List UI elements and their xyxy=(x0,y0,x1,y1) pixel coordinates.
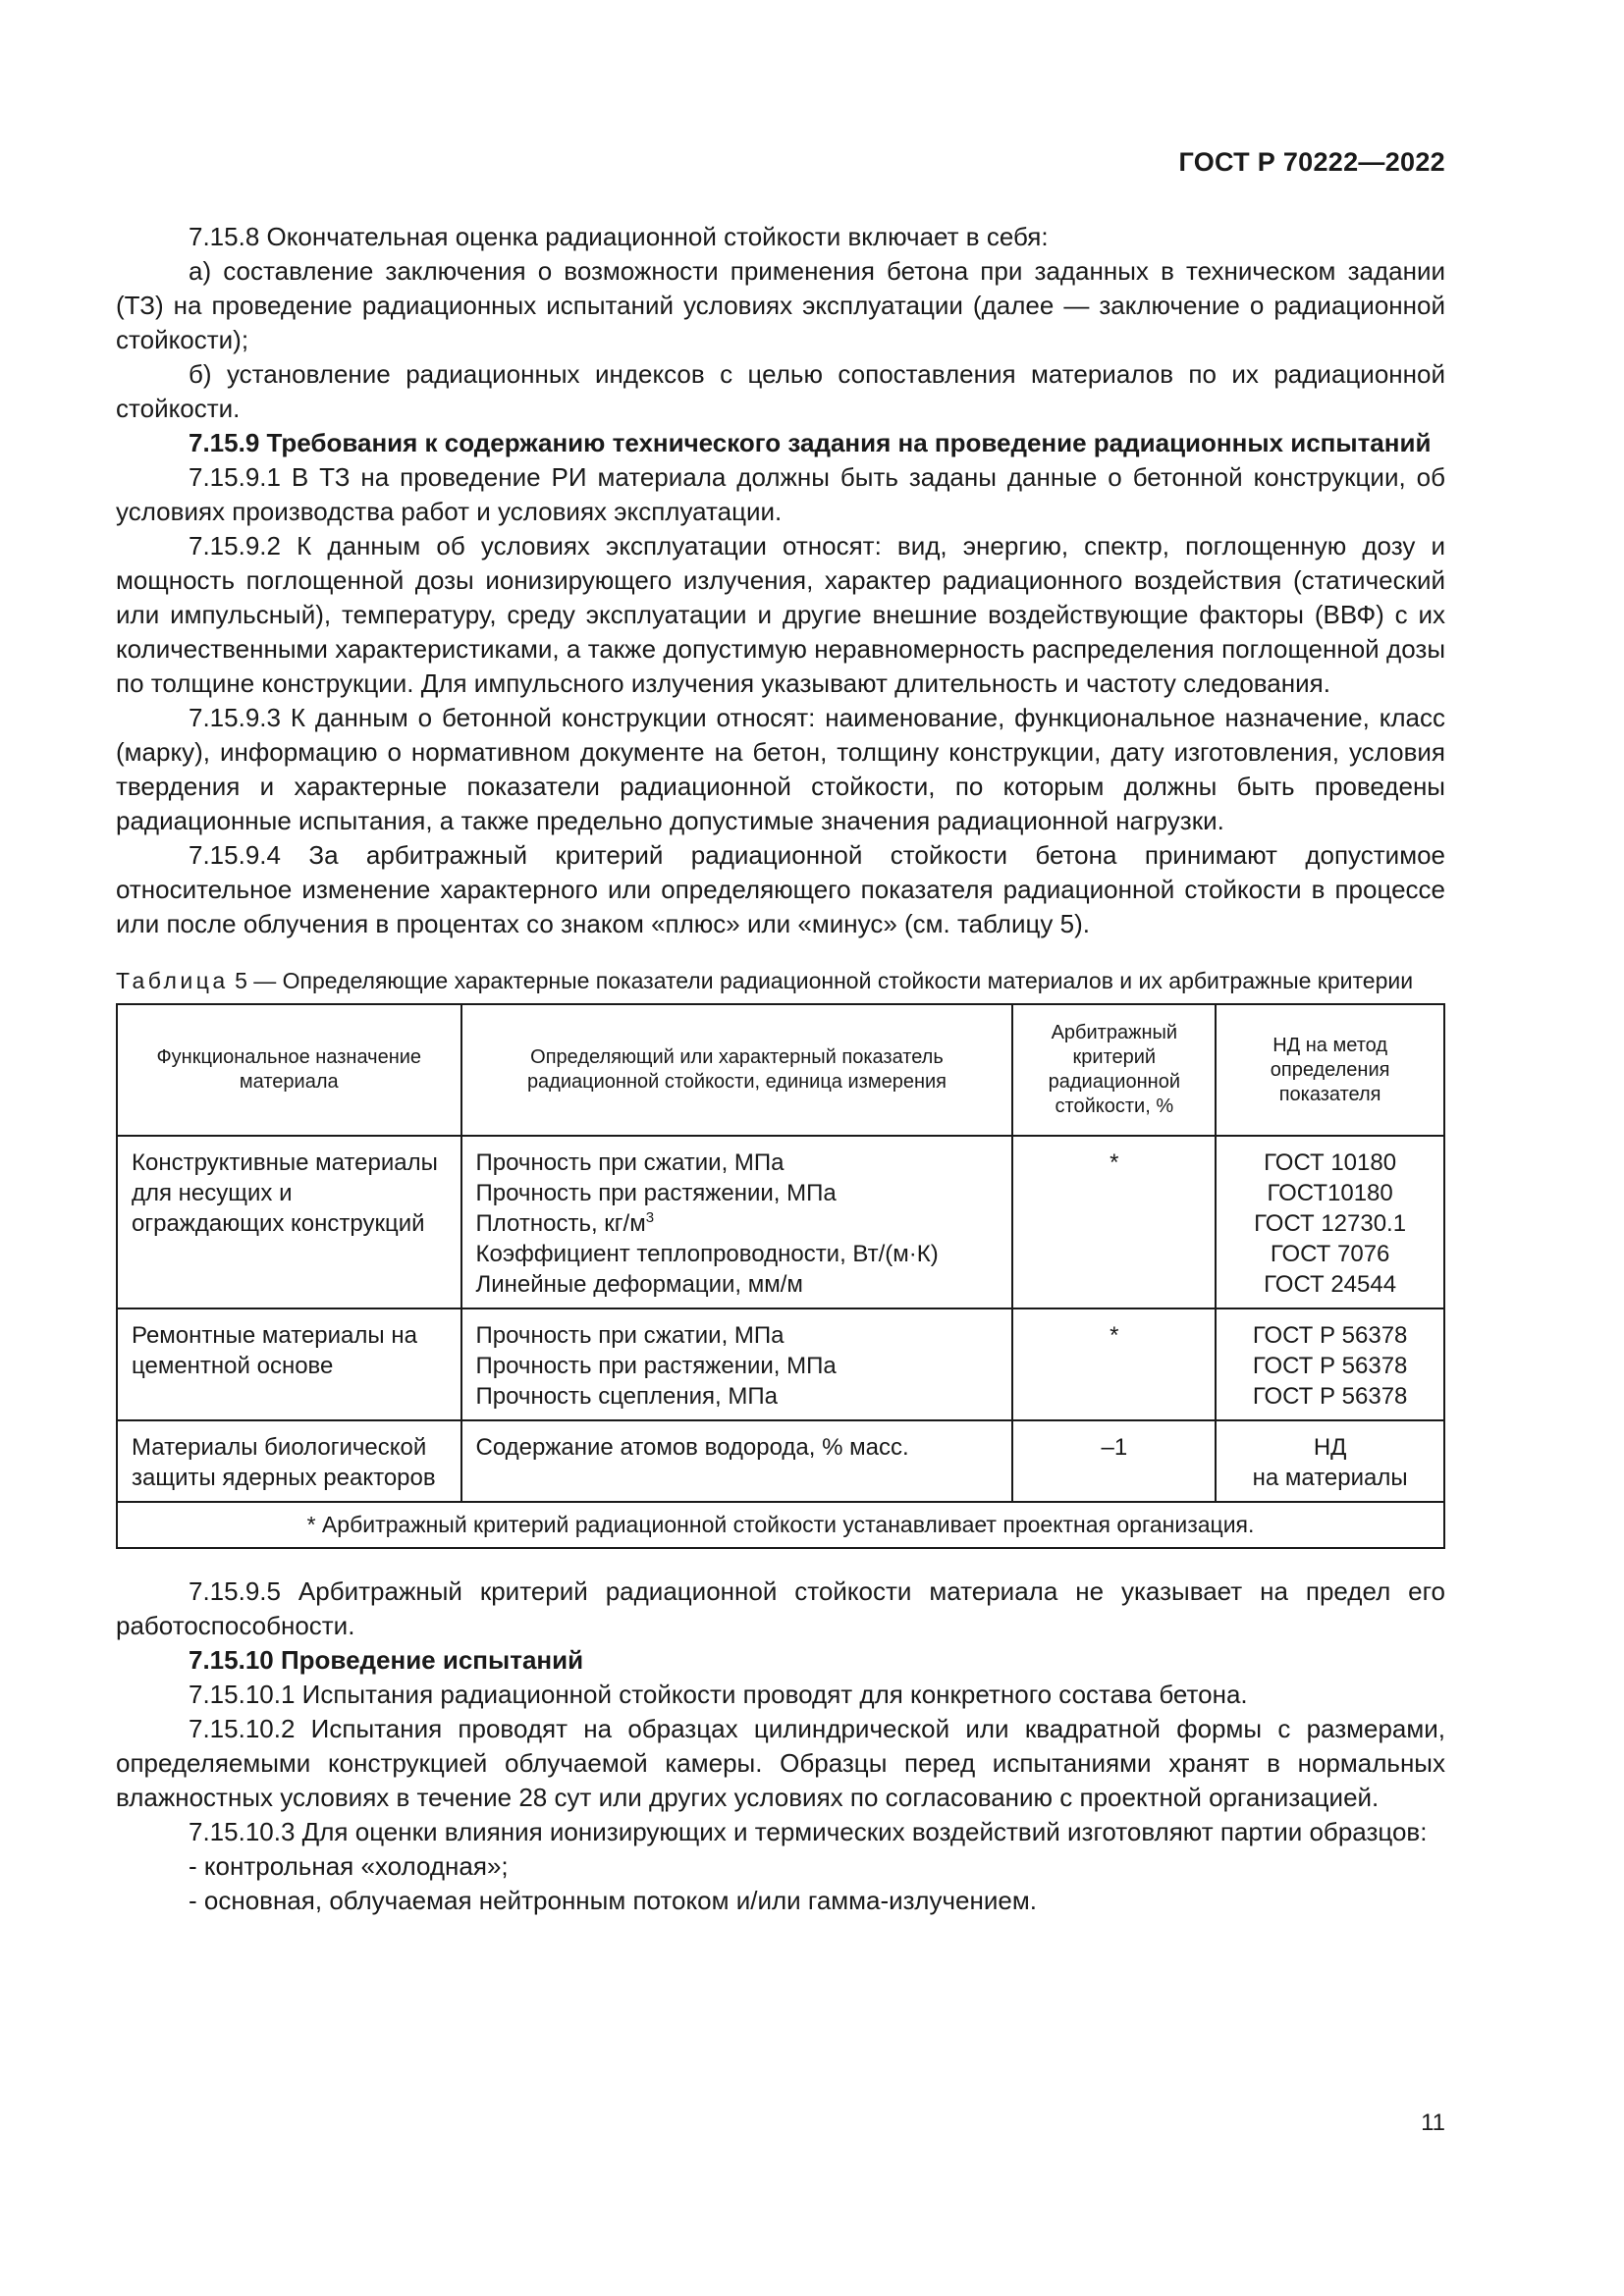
method: ГОСТ Р 56378 xyxy=(1252,1353,1408,1379)
table-row xyxy=(117,1136,1444,1308)
paragraph: 7.15.10.2 Испытания проводят на образцах цилиндрической или квадратной формы с размерами, определяемыми конструкцией облучаемой камеры. Образцы перед испытаниями хранят в нормальных влажностных условиях в течение 28 сут или других условиях по согласованию с проектной организацией. xyxy=(116,1714,1445,1812)
paragraph: 7.15.10.3 Для оценки влияния ионизирующих и термических воздействий изготовляют партии образцов: xyxy=(189,1817,1428,1846)
table-footnote: * Арбитражный критерий радиационной стойкости устанавливает проектная организация. xyxy=(117,1502,1444,1548)
method: ГОСТ Р 56378 xyxy=(1252,1322,1408,1349)
indicator: Прочность при растяжении, МПа xyxy=(475,1180,837,1206)
indicator: Содержание атомов водорода, % масс. xyxy=(475,1434,909,1461)
method: на материалы xyxy=(1252,1465,1408,1491)
cell-criterion: –1 xyxy=(1012,1420,1216,1502)
paragraph: 7.15.9.5 Арбитражный критерий радиационной стойкости материала не указывает на предел его работоспособности. xyxy=(116,1576,1445,1640)
indicator: Прочность при сжатии, МПа xyxy=(475,1322,785,1349)
table-row xyxy=(117,1308,1444,1420)
table-caption-label: Таблица xyxy=(116,968,229,993)
cell-indicators xyxy=(461,1420,1013,1502)
indicator: Прочность сцепления, МПа xyxy=(475,1383,778,1410)
page-number: 11 xyxy=(1421,2109,1445,2136)
document-code: ГОСТ Р 70222—2022 xyxy=(1178,147,1445,177)
table-footnote-row xyxy=(117,1502,1444,1548)
method: ГОСТ 7076 xyxy=(1270,1241,1390,1267)
paragraph: 7.15.9.2 К данным об условиях эксплуатации относят: вид, энергию, спектр, поглощенную дозу и мощность поглощенной дозы ионизирующего излучения, характер радиационного воздействия (статический или импульсный), температуру, среду эксплуатации и другие внешние воздействующие факторы (ВВФ) с их количественными характеристиками, а также допустимую неравномерность распределения поглощенной дозы по толщине конструкции. Для импульсного излучения указывают длительность и частоту следования. xyxy=(116,531,1445,698)
paragraph: а) составление заключения о возможности применения бетона при заданных в техническом задании (ТЗ) на проведение радиационных испытаний условиях эксплуатации (далее — заключение о радиационной стойкости); xyxy=(116,256,1445,354)
method: ГОСТ 12730.1 xyxy=(1254,1210,1407,1237)
page-content xyxy=(116,220,1445,1918)
section-heading: 7.15.9 Требования к содержанию технического задания на проведение радиационных испытаний xyxy=(189,428,1432,457)
table-5 xyxy=(116,1003,1445,1549)
method: ГОСТ10180 xyxy=(1267,1180,1393,1206)
cell-purpose: Ремонтные материалы на цементной основе xyxy=(117,1308,461,1420)
paragraph: 7.15.10.1 Испытания радиационной стойкости проводят для конкретного состава бетона. xyxy=(189,1680,1248,1709)
cell-indicators xyxy=(461,1136,1013,1308)
method: ГОСТ Р 56378 xyxy=(1252,1383,1408,1410)
cell-methods xyxy=(1216,1308,1444,1420)
cell-criterion: * xyxy=(1012,1308,1216,1420)
cell-purpose: Материалы биологической защиты ядерных реакторов xyxy=(117,1420,461,1502)
table-caption-text: 5 — Определяющие характерные показатели радиационной стойкости материалов и их арбитражные критерии xyxy=(235,968,1414,993)
table-caption xyxy=(116,966,1445,995)
cell-methods xyxy=(1216,1136,1444,1308)
section-heading: 7.15.10 Проведение испытаний xyxy=(189,1645,584,1675)
paragraphs-after xyxy=(116,1575,1445,1918)
indicator: Линейные деформации, мм/м xyxy=(475,1271,803,1298)
cell-criterion: * xyxy=(1012,1136,1216,1308)
cell-indicators xyxy=(461,1308,1013,1420)
header-method: НД на метод определения показателя xyxy=(1216,1004,1444,1136)
header-indicator: Определяющий или характерный показатель радиационной стойкости, единица измерения xyxy=(461,1004,1013,1136)
list-item: - основная, облучаемая нейтронным потоком и/или гамма-излучением. xyxy=(189,1886,1037,1915)
paragraphs-before xyxy=(116,220,1445,941)
cell-purpose: Конструктивные материалы для несущих и ограждающих конструкций xyxy=(117,1136,461,1308)
superscript-3: 3 xyxy=(645,1209,655,1226)
method: НД xyxy=(1313,1434,1347,1461)
header-purpose: Функциональное назначение материала xyxy=(117,1004,461,1136)
table-header-row xyxy=(117,1004,1444,1136)
indicator-density xyxy=(476,1208,999,1239)
paragraph: 7.15.9.3 К данным о бетонной конструкции относят: наименование, функциональное назначение, класс (марку), информацию о нормативном документе на бетон, толщину конструкции, дату изготовления, условия твердения и характерные показатели радиационной стойкости, по которым должны быть проведены радиационные испытания, а также предельно допустимые значения радиационной нагрузки. xyxy=(116,703,1445,835)
paragraph: б) установление радиационных индексов с целью сопоставления материалов по их радиационной стойкости. xyxy=(116,359,1445,423)
indicator-density-text: Плотность, кг/м xyxy=(475,1210,646,1237)
method: ГОСТ 10180 xyxy=(1264,1149,1397,1176)
paragraph: 7.15.9.4 За арбитражный критерий радиационной стойкости бетона принимают допустимое относительное изменение характерного или определяющего показателя радиационной стойкости в процессе или после облучения в процентах со знаком «плюс» или «минус» (см. таблицу 5). xyxy=(116,840,1445,938)
table-row xyxy=(117,1420,1444,1502)
indicator: Прочность при сжатии, МПа xyxy=(475,1149,785,1176)
cell-methods xyxy=(1216,1420,1444,1502)
indicator: Коэффициент теплопроводности, Вт/(м·К) xyxy=(475,1241,939,1267)
method: ГОСТ 24544 xyxy=(1264,1271,1397,1298)
paragraph: 7.15.8 Окончательная оценка радиационной стойкости включает в себя: xyxy=(189,222,1049,251)
header-criterion: Арбитражный критерий радиационной стойкости, % xyxy=(1012,1004,1216,1136)
indicator: Прочность при растяжении, МПа xyxy=(475,1353,837,1379)
paragraph: 7.15.9.1 В ТЗ на проведение РИ материала должны быть заданы данные о бетонной конструкции, об условиях производства работ и условиях эксплуатации. xyxy=(116,462,1445,526)
list-item: - контрольная «холодная»; xyxy=(189,1851,509,1881)
